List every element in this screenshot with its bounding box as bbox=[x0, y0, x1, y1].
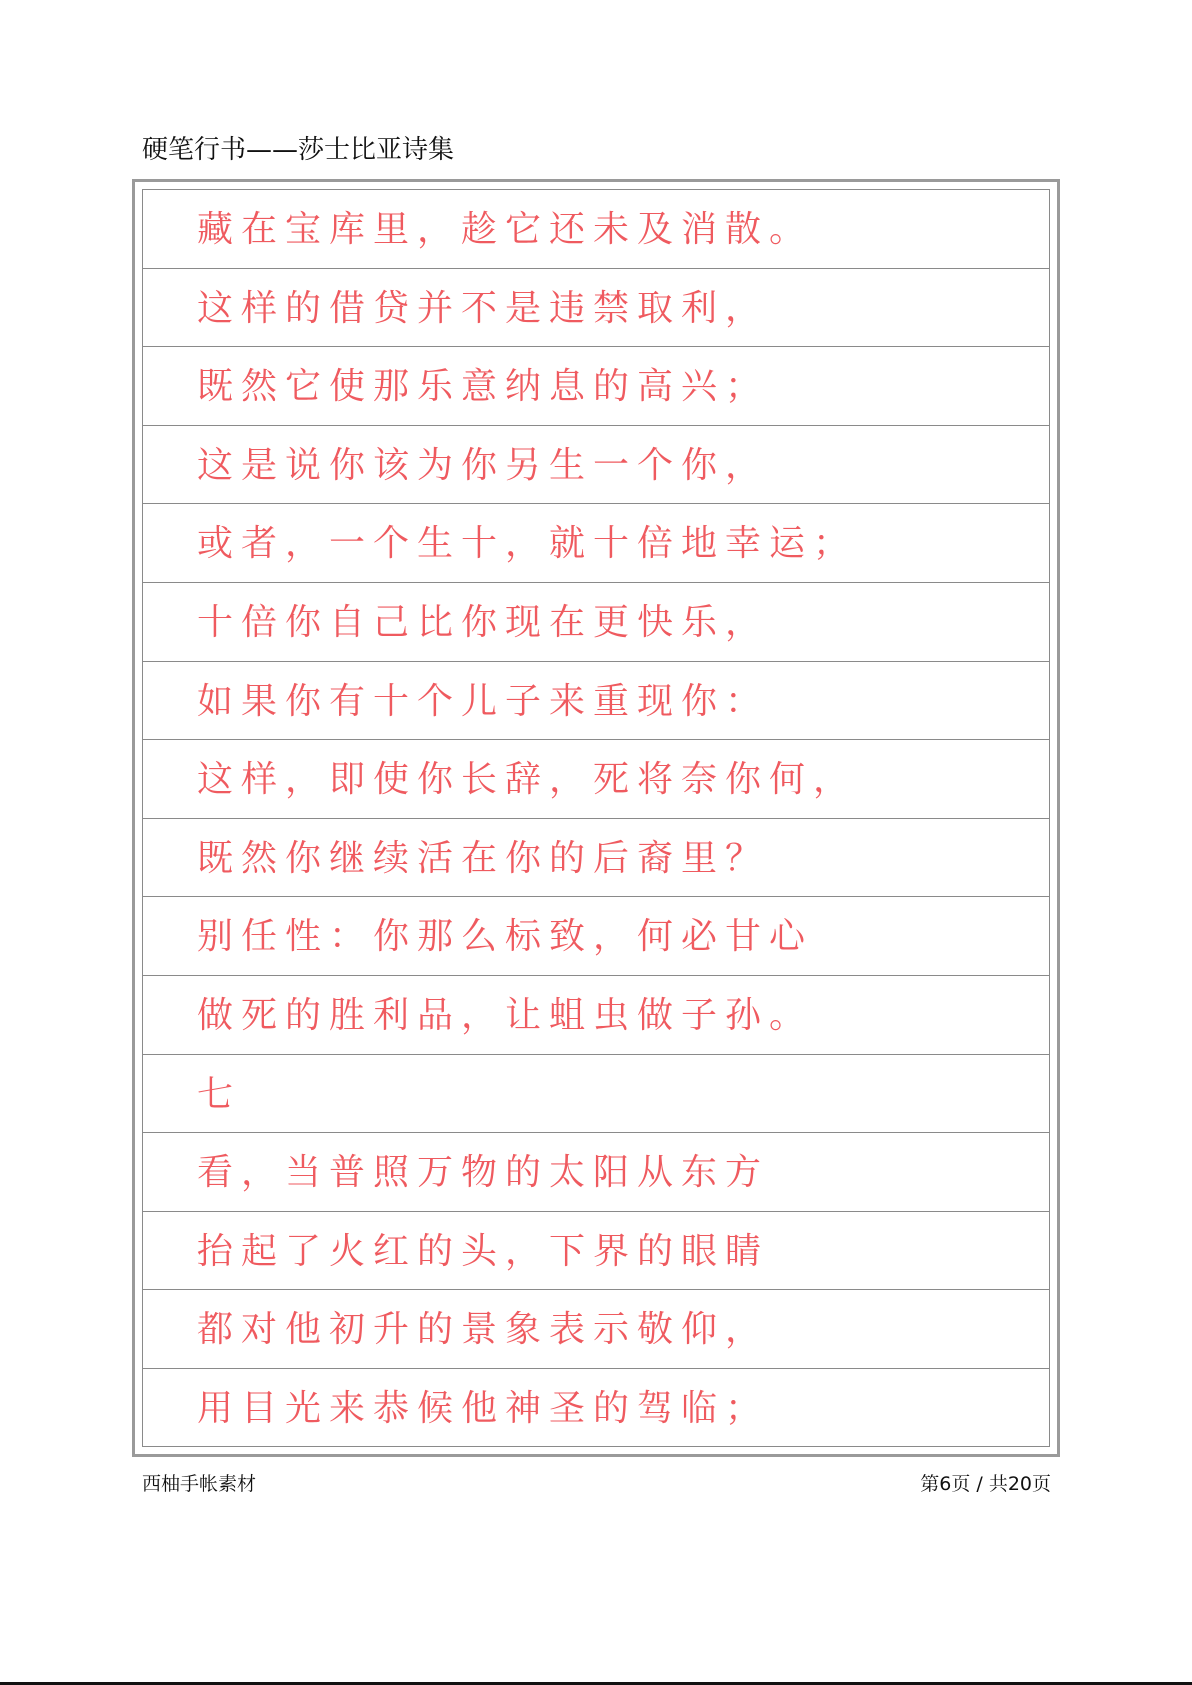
poem-line: 如果你有十个儿子来重现你： bbox=[197, 680, 770, 722]
ruled-row bbox=[143, 583, 1049, 662]
ruled-row bbox=[143, 504, 1049, 583]
poem-line: 这是说你该为你另生一个你， bbox=[197, 444, 770, 486]
ruled-row bbox=[143, 1369, 1049, 1448]
ruled-row bbox=[143, 740, 1049, 819]
ruled-row bbox=[143, 347, 1049, 426]
page-indicator: 第6页 / 共20页 bbox=[920, 1473, 1051, 1495]
ruled-row bbox=[143, 1133, 1049, 1212]
copybook-frame bbox=[132, 179, 1060, 1457]
sonnet-number: 七 bbox=[197, 1073, 242, 1115]
poem-line: 都对他初升的景象表示敬仰， bbox=[197, 1309, 770, 1351]
ruled-row bbox=[143, 426, 1049, 505]
ruled-row bbox=[143, 269, 1049, 348]
ruled-row bbox=[143, 1212, 1049, 1291]
ruled-row bbox=[143, 1290, 1049, 1369]
ruled-row bbox=[143, 819, 1049, 898]
poem-line: 用目光来恭候他神圣的驾临； bbox=[197, 1388, 770, 1429]
ruled-row bbox=[143, 662, 1049, 741]
poem-line: 看，当普照万物的太阳从东方 bbox=[197, 1152, 770, 1194]
poem-line: 抬起了火红的头，下界的眼睛 bbox=[197, 1230, 770, 1272]
footer-source: 西柚手帐素材 bbox=[142, 1473, 257, 1495]
poem-line: 这样，即使你长辞，死将奈你何， bbox=[197, 759, 858, 801]
poem-line: 别任性：你那么标致，何必甘心 bbox=[197, 916, 814, 958]
ruled-row bbox=[143, 190, 1049, 269]
page-title: 硬笔行书——莎士比亚诗集 bbox=[142, 135, 455, 165]
poem-line: 或者，一个生十，就十倍地幸运； bbox=[197, 523, 858, 565]
poem-line: 十倍你自己比你现在更快乐， bbox=[197, 602, 770, 643]
poem-line: 这样的借贷并不是违禁取利， bbox=[197, 287, 770, 329]
ruled-row bbox=[143, 1055, 1049, 1134]
poem-line: 做死的胜利品，让蛆虫做子孙。 bbox=[197, 995, 814, 1036]
poem-line: 既然你继续活在你的后裔里？ bbox=[197, 837, 770, 879]
ruled-row bbox=[143, 897, 1049, 976]
poem-line: 既然它使那乐意纳息的高兴； bbox=[197, 366, 770, 408]
ruled-row bbox=[143, 976, 1049, 1055]
poem-line: 藏在宝库里，趁它还未及消散。 bbox=[197, 209, 814, 250]
ruled-grid bbox=[142, 189, 1050, 1447]
